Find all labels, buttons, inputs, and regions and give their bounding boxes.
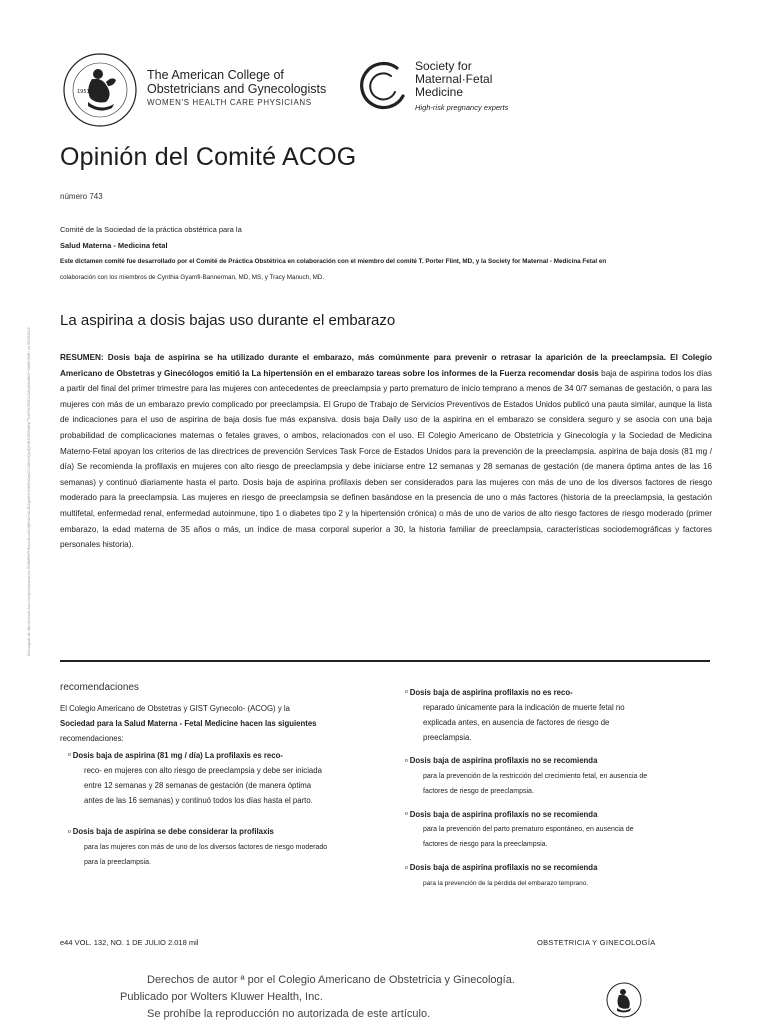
recommendation-line: para la prevención del parto prematuro espontáneo, en ausencia de [423, 826, 634, 834]
recommendation-line: factores de riesgo para la preeclampsia. [423, 841, 548, 849]
acog-wordmark [147, 68, 326, 107]
recommendation-line: preeclampsia. [423, 733, 472, 743]
recommendation-item [60, 748, 370, 763]
smfm-tagline: High-risk pregnancy experts [415, 103, 509, 112]
recommendation-head: Dosis baja de aspirina profilaxis no se recomienda [409, 863, 598, 873]
committee-line1: Comité de la Sociedad de la práctica obstétrica para la [60, 225, 242, 234]
recommendation-item [405, 685, 710, 700]
recommendation-line: factores de riesgo de preeclampsia. [423, 787, 534, 795]
committee-credits [60, 222, 700, 286]
recommendations-intro-line2: Sociedad para la Salud Materna - Fetal Medicine hacen las siguientes [60, 719, 317, 728]
bullet-icon: o [405, 811, 408, 818]
recommendation-item [60, 824, 370, 839]
journal-name: OBSTETRICIA Y GINECOLOGÍA [537, 938, 656, 947]
bullet-icon: o [405, 757, 408, 764]
recommendation-line: para la prevención de la restricción del crecimiento fetal, en ausencia de [423, 772, 648, 780]
smfm-line1: Society for [415, 59, 472, 73]
bullet-icon: o [68, 828, 71, 835]
recommendation-line: entre 12 semanas y 28 semanas de gestación (de manera óptima [84, 781, 312, 791]
abstract-body: baja de aspirina todos los días a partir del final del primer trimestre para las mujeres con antecedentes de preeclampsia y parto prematuro de inicio temprano a menos de 34 0/7 semanas de gestación, o para las mujeres con más de un embarazo previo complicado por preeclampsia. El Grupo de Trabajo de Servicios Preventivos de Estados Unidos publicó una pauta similar, aunque la lista de indicaciones para el uso de aspirina de baja dosis fue más expansiva. dosis baja Daily uso de la aspirina en el embarazo se considera seguro y se asocia con una baja probabilidad de complicaciones maternas o fetales graves, o ambos, relacionados con el uso. El Colegio Americano de Obstetricia y Ginecología y la Sociedad de Medicina Materno-Fetal apoyan los criterios de las directrices de prevención Services Task Force de Estados Unidos para la prevención de la preeclampsia. aspirina de baja dosis (81 mg / día) Se recomienda la profilaxis en mujeres con alto riesgo de preeclampsia y debe iniciarse entre 12 semanas y 28 semanas de gestación (de manera óptima antes de las 16 semanas) y continuó diariamente hasta el parto. Dosis baja de aspirina profilaxis deben ser considerados para las mujeres con más de uno de los diversos factores de riesgo moderado para la preeclampsia. Las mujeres en riesgo de preeclampsia se definen basándose en la presencia de uno o más factores (historia de la preeclampsia, la gestación multifetal, enfermedad renal, enfermedad autoinmune, tipo 1 o diabetes tipo 2 y la hipertensión crónica) o más de uno de varios de alto riesgo factores de riesgo moderado (primer embarazo, la edad materna de 35 años o más, un índice de masa corporal superior a 30, la historia familiar de preeclampsia, características sociodemográficas y factores personales historia). [60, 368, 712, 550]
recommendation-head: Dosis baja de aspirina se debe considerar la profilaxis [72, 827, 274, 837]
acog-small-seal-icon [605, 980, 643, 1020]
recommendation-line: antes de las 16 semanas) y continuó todos los días hasta el parto. [84, 796, 313, 806]
copyright-line3: Se prohíbe la reproducción no autorizada de este artículo. [147, 1008, 431, 1020]
committee-line2: Salud Materna - Medicina fetal [60, 241, 168, 250]
smfm-wordmark [415, 60, 508, 114]
smfm-logo-icon [357, 58, 415, 116]
abstract-lead: RESUMEN: Dosis baja de aspirina se ha utilizado durante el embarazo, más comúnmente para prevenir o retrasar la aparición de la preeclampsia. El Colegio Americano de Obstetras y Ginecólogos emitió la La hipertensión en el embarazo tareas sobre los informes de la Fuerza recomendar dosis [60, 353, 712, 378]
bullet-icon: o [68, 752, 71, 759]
copyright-notice [120, 972, 515, 1023]
copyright-line2: Publicado por Wolters Kluwer Health, Inc. [120, 991, 323, 1003]
recommendation-head: Dosis baja de aspirina profilaxis no se recomienda [409, 809, 598, 819]
recommendation-item [405, 860, 710, 875]
abstract-paragraph [60, 350, 712, 553]
acog-name-line2: Obstetricians and Gynecologists [147, 82, 327, 96]
recommendation-line: reparado únicamente para la indicación de muerte fetal no [423, 703, 625, 713]
recommendations-intro-line3: recomendaciones: [60, 734, 124, 743]
smfm-line3: Medicine [415, 85, 464, 99]
acog-tagline: WOMEN'S HEALTH CARE PHYSICIANS [147, 98, 312, 107]
section-divider [60, 660, 710, 662]
recommendation-item [405, 753, 710, 768]
svg-text:1951: 1951 [77, 89, 90, 95]
committee-line4: colaboración con los miembros de Cynthia Gyamfi-Bannerman, MD, MS, y Tracy Manuch, MD. [60, 274, 325, 281]
download-side-note: Descargado de http://journals.lww.com/greenjournal por BhDMf5ePHKav1zEoum1tQfN4a+kJLhEZgbsIHo4XMi0hCywCX1AWnYQp/IlQrHD3i3D0OdRyi7TvSFl4Cf3VC4/OAVpDDa8K2+Ya6H515kE= on 06/28/2018 [27, 327, 31, 656]
recommendation-line: para las mujeres con más de uno de los diversos factores de riesgo moderado [84, 843, 328, 851]
committee-line3: Este dictamen comité fue desarrollado por el Comité de Práctica Obstétrica en colaboración con el miembro del comité T. Porter Flint, MD, y la Society for Maternal - Medicina Fetal en [60, 258, 607, 265]
recommendation-line: para la prevención de la pérdida del embarazo temprano. [423, 879, 589, 887]
bullet-icon: o [405, 689, 408, 696]
page-title: Opinión del Comité ACOG [60, 143, 357, 171]
recommendation-head: Dosis baja de aspirina profilaxis no se recomienda [409, 756, 598, 766]
acog-seal-logo [62, 52, 138, 128]
recommendations-right-column [405, 683, 710, 891]
recommendation-line: explicada antes, en ausencia de factores de riesgo de [423, 718, 610, 728]
article-subtitle: La aspirina a dosis bajas uso durante el embarazo [60, 312, 396, 329]
recommendations-heading: recomendaciones [60, 682, 139, 693]
smfm-line2: Maternal·Fetal [415, 72, 493, 86]
recommendation-head: Dosis baja de aspirina (81 mg / día) La profilaxis es reco- [72, 751, 283, 760]
journal-citation: e44 VOL. 132, NO. 1 DE JULIO 2.018 mil [60, 938, 199, 947]
bullet-icon: o [405, 864, 408, 871]
recommendation-item [405, 807, 710, 822]
recommendation-head: Dosis baja de aspirina profilaxis no es reco- [409, 688, 573, 697]
recommendation-line: para la preeclampsia. [84, 858, 151, 866]
recommendation-line: reco- en mujeres con alto riesgo de preeclampsia y debe ser iniciada [84, 766, 322, 776]
recommendations-intro-line1: El Colegio Americano de Obstetras y GIST Gynecolo- (ACOG) y la [60, 704, 290, 713]
opinion-number: número 743 [60, 192, 103, 201]
recommendations-left-column [60, 680, 370, 870]
copyright-line1: Derechos de autor ª por el Colegio Americano de Obstetricia y Ginecología. [147, 974, 515, 986]
acog-name-line1: The American College of [147, 68, 284, 82]
